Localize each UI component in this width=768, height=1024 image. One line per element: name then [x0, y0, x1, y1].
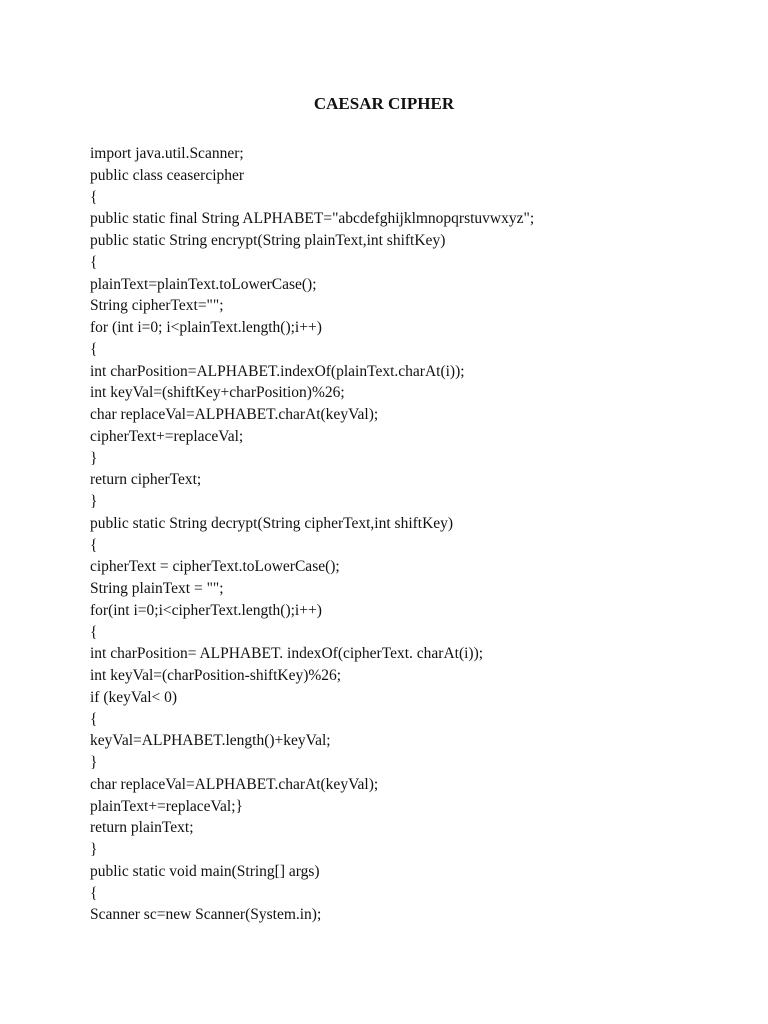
- code-line: }: [90, 493, 98, 510]
- code-line: cipherText+=replaceVal;: [90, 427, 244, 445]
- code-line: public static void main(String[] args): [90, 862, 320, 880]
- code-line: return plainText;: [90, 819, 194, 837]
- code-line: {: [90, 623, 98, 641]
- code-line: int keyVal=(charPosition-shiftKey)%26;: [90, 667, 342, 684]
- code-line: char replaceVal=ALPHABET.charAt(keyVal);: [90, 775, 379, 793]
- code-line: import java.util.Scanner;: [90, 145, 244, 162]
- code-line: public static String decrypt(String cipherText,int shiftKey): [90, 514, 454, 532]
- code-line: for (int i=0; i<plainText.length();i++): [90, 319, 322, 336]
- code-line: cipherText = cipherText.toLowerCase();: [90, 558, 340, 576]
- code-line: plainText=plainText.toLowerCase();: [90, 275, 317, 293]
- code-line: public static String encrypt(String plainText,int shiftKey): [90, 232, 446, 249]
- document-title: CAESAR CIPHER: [313, 94, 455, 113]
- code-line: plainText+=replaceVal;}: [90, 797, 243, 815]
- code-line: }: [90, 449, 98, 467]
- code-line: keyVal=ALPHABET.length()+keyVal;: [90, 732, 331, 750]
- code-line: public static final String ALPHABET="abcdefghijklmnopqrstuvwxyz";: [90, 210, 535, 228]
- code-line: int charPosition= ALPHABET. indexOf(cipherText. charAt(i));: [90, 645, 484, 663]
- code-line: public class ceasercipher: [90, 166, 245, 184]
- code-line: {: [90, 188, 98, 206]
- code-line: {: [90, 884, 98, 902]
- code-line: {: [90, 253, 98, 271]
- code-line: }: [90, 841, 98, 858]
- code-line: int charPosition=ALPHABET.indexOf(plainText.charAt(i));: [90, 362, 465, 380]
- code-line: if (keyVal< 0): [90, 688, 178, 706]
- code-line: for(int i=0;i<cipherText.length();i++): [90, 601, 322, 619]
- code-line: String cipherText="";: [90, 297, 224, 315]
- code-line: {: [90, 710, 98, 728]
- code-line: int keyVal=(shiftKey+charPosition)%26;: [90, 384, 345, 402]
- code-line: String plainText = "";: [90, 580, 224, 597]
- code-line: return cipherText;: [90, 471, 202, 489]
- code-line: Scanner sc=new Scanner(System.in);: [90, 906, 322, 924]
- code-line: {: [90, 536, 98, 554]
- code-line: }: [90, 754, 98, 771]
- code-line: char replaceVal=ALPHABET.charAt(keyVal);: [90, 406, 379, 423]
- code-line: {: [90, 340, 98, 358]
- code-listing: [90, 143, 534, 926]
